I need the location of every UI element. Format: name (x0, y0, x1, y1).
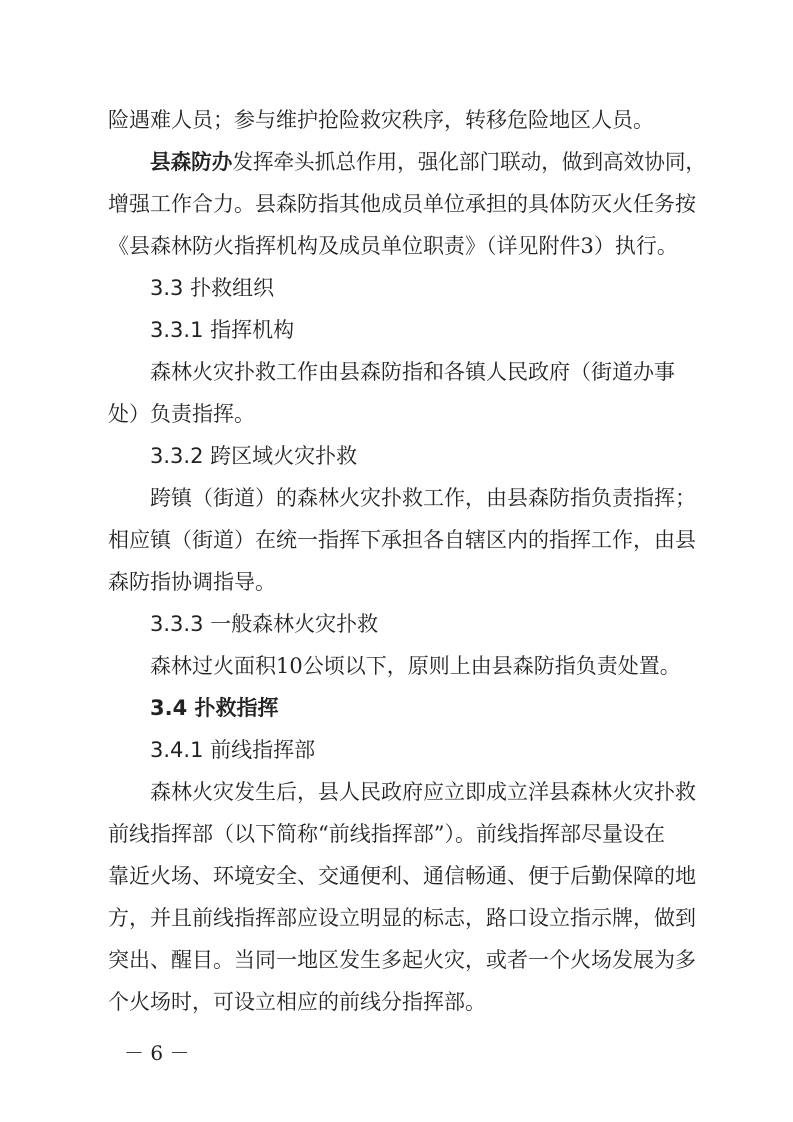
paragraph-line: 《县森林防火指挥机构及成员单位职责》（详见附件3）执行。 (108, 234, 678, 258)
paragraph-text: 发挥牵头抓总作用，强化部门联动，做到高效协同， (232, 150, 707, 174)
section-heading: 3.4 扑救指挥 (150, 696, 279, 720)
subsection-heading: 3.3.3 一般森林火灾扑救 (150, 612, 379, 636)
paragraph-line: 前线指挥部（以下简称“前线指挥部”）。前线指挥部尽量设在 (108, 822, 665, 846)
paragraph-line: 个火场时，可设立相应的前线分指挥部。 (108, 990, 486, 1014)
paragraph-line: 处）负责指挥。 (108, 402, 255, 426)
paragraph-line: 森林过火面积10公顷以下，原则上由县森防指负责处置。 (150, 654, 681, 678)
subsection-heading: 3.3.1 指挥机构 (150, 318, 295, 342)
paragraph-line: 跨镇（街道）的森林火灾扑救工作，由县森防指负责指挥； (150, 486, 696, 510)
paragraph-line: 险遇难人员；参与维护抢险救灾秩序，转移危险地区人员。 (108, 108, 654, 132)
page-number: － 6 － (124, 1041, 190, 1065)
paragraph-line: 方，并且前线指挥部应设立明显的标志，路口设立指示牌，做到 (108, 906, 696, 930)
paragraph-line: 突出、醒目。当同一地区发生多起火灾，或者一个火场发展为多 (108, 948, 696, 972)
paragraph-line: 森林火灾扑救工作由县森防指和各镇人民政府（街道办事 (150, 360, 675, 384)
subsection-heading: 3.3.2 跨区域火灾扑救 (150, 444, 358, 468)
section-heading: 3.3 扑救组织 (150, 276, 275, 300)
paragraph-line: 增强工作合力。县森防指其他成员单位承担的具体防灭火任务按 (108, 192, 696, 216)
paragraph-line (150, 148, 706, 176)
paragraph-line: 相应镇（街道）在统一指挥下承担各自辖区内的指挥工作，由县 (108, 528, 696, 552)
paragraph-line: 靠近火场、环境安全、交通便利、通信畅通、便于后勤保障的地 (108, 864, 696, 888)
bold-lead: 县森防办 (150, 150, 233, 174)
subsection-heading: 3.4.1 前线指挥部 (150, 738, 316, 762)
paragraph-line: 森防指协调指导。 (108, 570, 276, 594)
paragraph-line: 森林火灾发生后，县人民政府应立即成立洋县森林火灾扑救 (150, 780, 696, 804)
